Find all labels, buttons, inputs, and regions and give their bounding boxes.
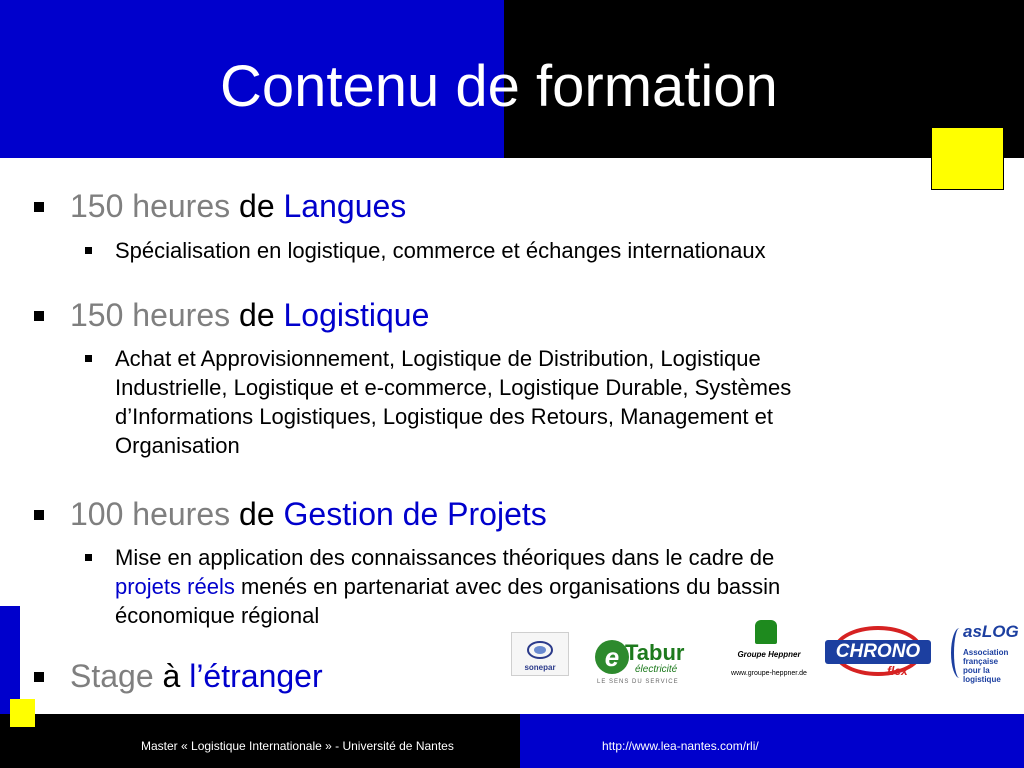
detail-line: Achat et Approvisionnement, Logistique de Distribution, Logistique [115, 346, 761, 371]
hours-label: 150 heures [70, 188, 231, 224]
heppner-url: www.groupe-heppner.de [731, 670, 807, 677]
tabur-name: Tabur [625, 640, 685, 665]
chrono-sub: flex [887, 664, 908, 678]
square-bullet-icon [85, 554, 92, 561]
heppner-figure-icon [755, 620, 777, 644]
square-bullet-icon [85, 247, 92, 254]
heppner-name: Groupe Heppner [737, 650, 801, 659]
bullet-gestion-projets [70, 496, 547, 532]
subject-label: Langues [283, 188, 407, 224]
subject-label: Gestion de Projets [283, 496, 547, 532]
sub-bullet-logistique [115, 344, 1015, 460]
chrono-name: CHRONO [825, 640, 931, 664]
aslog-logo [951, 622, 1019, 688]
detail-text: Spécialisation en logistique, commerce et échanges internationaux [115, 238, 766, 263]
hours-label: 150 heures [70, 297, 231, 333]
detail-text: menés en partenariat avec des organisations du bassin [234, 574, 781, 599]
subject-label: Logistique [283, 297, 430, 333]
detail-line: Mise en application des connaissances théoriques dans le cadre de [115, 545, 775, 570]
detail-line: d’Informations Logistiques, Logistique des Retours, Management et [115, 404, 773, 429]
sub-bullet-langues [115, 236, 995, 265]
connector-label: de [230, 188, 284, 224]
partner-logos [505, 620, 1019, 690]
bullet-logistique [70, 297, 429, 333]
bullet-stage [70, 658, 323, 694]
square-bullet-icon [34, 311, 44, 321]
connector-label: de [230, 297, 284, 333]
yellow-square-bottom [10, 699, 35, 727]
footer-blue-block [520, 714, 1024, 768]
footer-url-link[interactable]: http://www.lea-nantes.com/rli/ [602, 739, 759, 753]
left-blue-bar [0, 606, 20, 714]
square-bullet-icon [34, 202, 44, 212]
tabur-sub: électricité [635, 664, 678, 675]
detail-line: économique régional [115, 603, 320, 628]
footer-master-text: Master « Logistique Internationale » - Université de Nantes [141, 739, 454, 753]
yellow-square-decoration [931, 127, 1004, 190]
sonepar-swirl-icon [512, 637, 568, 663]
aslog-text: Association française pour la logistique [963, 648, 1009, 684]
chronoflex-logo [825, 626, 931, 678]
bullet-langues [70, 188, 406, 224]
detail-line [115, 572, 1015, 601]
square-bullet-icon [34, 672, 44, 682]
sonepar-text: sonepar [524, 663, 556, 672]
hours-label: 100 heures [70, 496, 231, 532]
highlight-text: projets réels [115, 574, 235, 599]
detail-line: Organisation [115, 433, 240, 458]
tabur-logo [595, 636, 705, 684]
heppner-logo [727, 620, 811, 686]
square-bullet-icon [85, 355, 92, 362]
square-bullet-icon [34, 510, 44, 520]
tabur-e-icon: e [595, 640, 629, 674]
stage-label: Stage [70, 658, 154, 694]
connector-label: de [230, 496, 284, 532]
tabur-tagline: LE SENS DU SERVICE [597, 679, 679, 685]
detail-line: Industrielle, Logistique et e-commerce, Logistique Durable, Systèmes [115, 375, 792, 400]
sub-bullet-gestion-projets [115, 543, 1015, 630]
sonepar-logo [511, 632, 569, 676]
slide-title: Contenu de formation [220, 54, 778, 119]
connector-label: à [153, 658, 190, 694]
aslog-name: asLOG [963, 622, 1019, 641]
subject-label: l’étranger [189, 658, 323, 694]
